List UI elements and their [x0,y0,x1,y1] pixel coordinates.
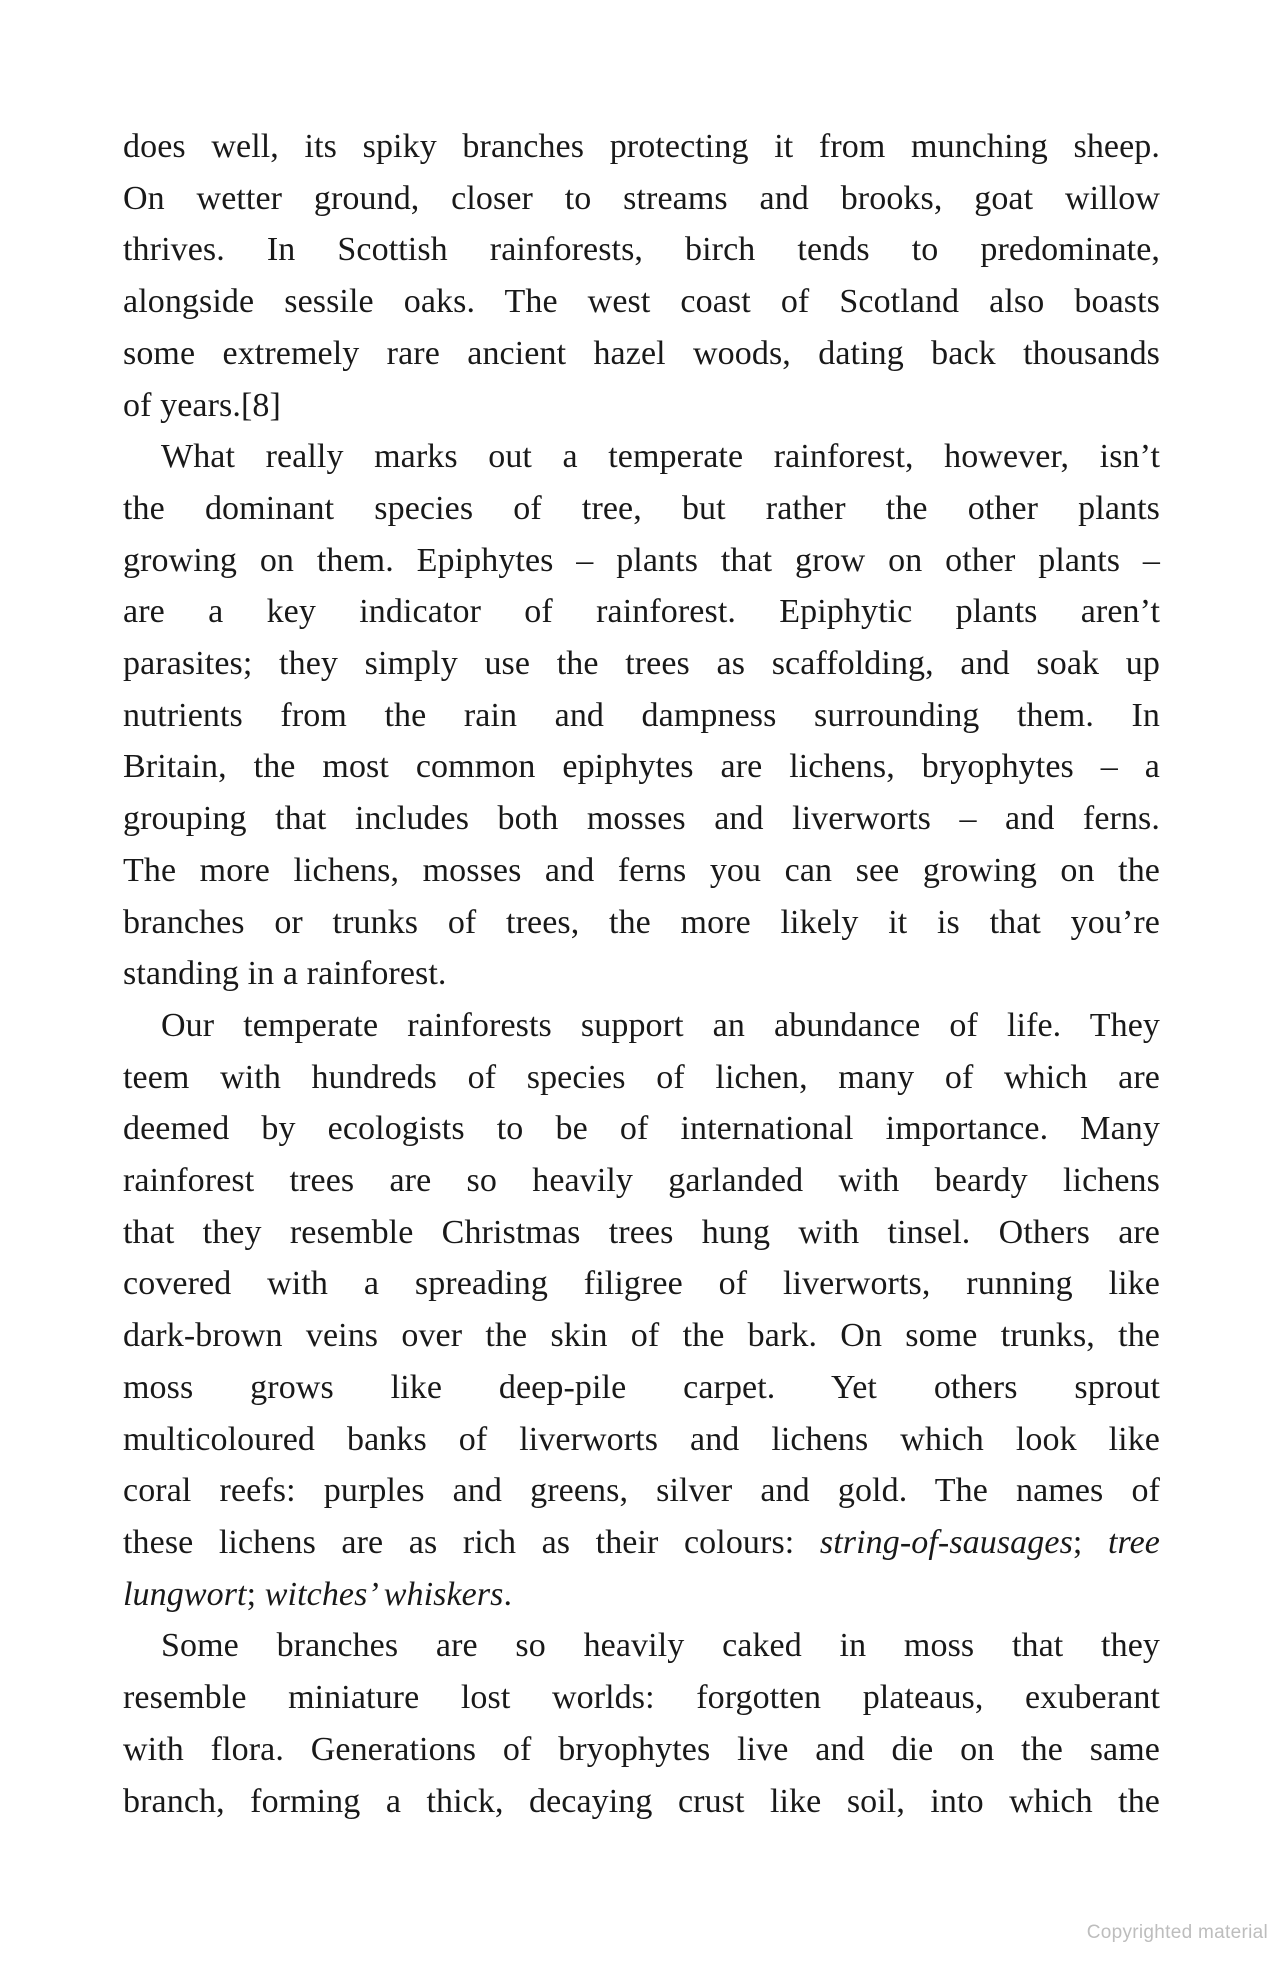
text-line [123,535,1160,587]
text-line [123,1724,1160,1776]
text-segment: Britain, the most common epiphytes are lichens, bryophytes – a [123,748,1160,786]
text-segment: The more lichens, mosses and ferns you can see growing on the [123,851,1160,889]
paragraph [123,121,1160,431]
text-line [123,276,1160,328]
text-line [123,690,1160,742]
italic-text-segment: tree [1108,1523,1160,1561]
copyright-watermark: Copyrighted material [1086,1922,1268,1943]
text-line [123,1414,1160,1466]
text-segment: covered with a spreading filigree of liverworts, running like [123,1265,1160,1303]
text-segment: dark-brown veins over the skin of the bark. On some trunks, the [123,1317,1160,1355]
text-line [123,1310,1160,1362]
text-line [123,793,1160,845]
text-segment: thrives. In Scottish rainforests, birch tends to predominate, [123,231,1160,269]
italic-text-segment: lungwort [123,1575,247,1613]
text-segment: What really marks out a temperate rainforest, however, isn’t [161,438,1160,476]
text-line [123,741,1160,793]
text-segment: the dominant species of tree, but rather the other plants [123,489,1160,527]
text-line [123,380,1160,432]
text-line [123,1000,1160,1052]
text-line [123,1207,1160,1259]
text-segment: branches or trunks of trees, the more likely it is that you’re [123,903,1160,941]
text-line [123,483,1160,535]
text-segment: some extremely rare ancient hazel woods, dating back thousands [123,334,1160,372]
text-line [123,1776,1160,1828]
italic-text-segment: witches’ whiskers [264,1575,504,1613]
text-line [123,1362,1160,1414]
text-segment: ; [1072,1523,1108,1561]
italic-text-segment: string-of-sausages [819,1523,1073,1561]
text-line [123,121,1160,173]
text-line [123,1620,1160,1672]
text-segment: Some branches are so heavily caked in moss that they [161,1627,1160,1665]
text-segment: does well, its spiky branches protecting it from munching sheep. [123,128,1160,165]
text-block [123,121,1160,1827]
text-segment: Our temperate rainforests support an abundance of life. They [161,1006,1160,1044]
text-line [123,1672,1160,1724]
text-line [123,897,1160,949]
text-segment: ; [246,1575,265,1613]
text-line [123,586,1160,638]
paragraph [123,431,1160,1000]
text-segment: these lichens are as rich as their colours: [123,1523,820,1561]
text-line [123,845,1160,897]
text-segment: teem with hundreds of species of lichen, many of which are [123,1058,1160,1096]
text-segment: resemble miniature lost worlds: forgotten plateaus, exuberant [123,1679,1160,1717]
text-segment: coral reefs: purples and greens, silver and gold. The names of [123,1472,1160,1510]
paragraph [123,1000,1160,1620]
text-line [123,173,1160,225]
text-segment: grouping that includes both mosses and liverworts – and ferns. [123,800,1160,838]
text-segment: are a key indicator of rainforest. Epiphytic plants aren’t [123,593,1160,631]
text-line [123,1258,1160,1310]
paragraph [123,1620,1160,1827]
text-segment: deemed by ecologists to be of international importance. Many [123,1110,1160,1148]
text-segment: . [503,1575,513,1613]
text-line [123,328,1160,380]
text-segment: with flora. Generations of bryophytes live and die on the same [123,1730,1160,1768]
text-line [123,1155,1160,1207]
text-line [123,1465,1160,1517]
text-segment: parasites; they simply use the trees as scaffolding, and soak up [123,645,1160,683]
text-line [123,1052,1160,1104]
text-segment: standing in a rainforest. [123,955,447,993]
text-segment: of years.[8] [123,386,281,424]
text-line [123,1517,1160,1569]
text-line [123,431,1160,483]
text-segment: alongside sessile oaks. The west coast of Scotland also boasts [123,283,1160,321]
text-segment: that they resemble Christmas trees hung with tinsel. Others are [123,1213,1160,1251]
text-line [123,948,1160,1000]
text-segment: multicoloured banks of liverworts and lichens which look like [123,1420,1160,1458]
text-segment: growing on them. Epiphytes – plants that grow on other plants – [123,541,1160,579]
text-segment: branch, forming a thick, decaying crust like soil, into which the [123,1782,1160,1820]
text-line [123,1569,1160,1621]
text-segment: moss grows like deep-pile carpet. Yet others sprout [123,1368,1160,1406]
text-line [123,1103,1160,1155]
text-segment: On wetter ground, closer to streams and brooks, goat willow [123,179,1160,217]
text-segment: nutrients from the rain and dampness surrounding them. In [123,696,1160,734]
text-line [123,638,1160,690]
text-segment: rainforest trees are so heavily garlanded with beardy lichens [123,1162,1160,1200]
text-line [123,224,1160,276]
